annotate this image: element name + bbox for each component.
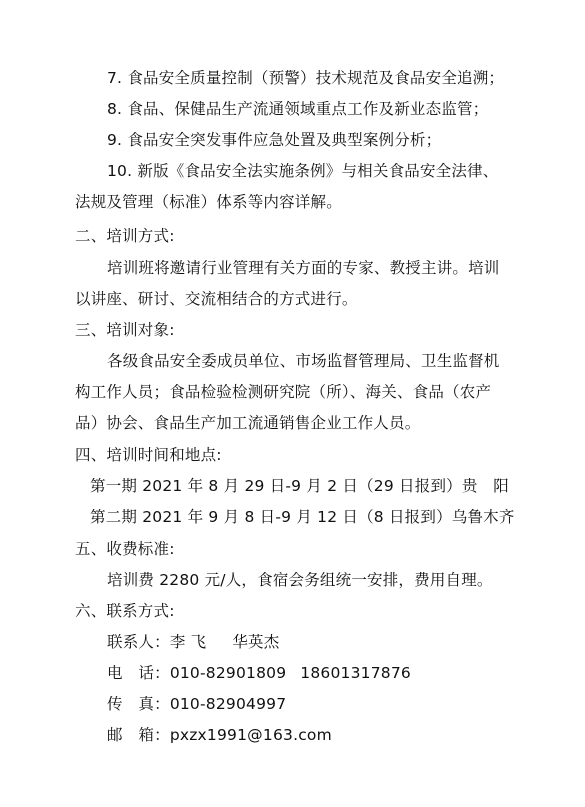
period-one: 第一期 2021 年 8 月 29 日-9 月 2 日（29 日报到）贵 阳 xyxy=(90,477,509,495)
fax-row xyxy=(107,694,286,714)
section-heading-training-audience: 三、培训对象: xyxy=(75,321,175,339)
phone-label: 电 话： xyxy=(107,664,170,682)
section-heading-training-method: 二、培训方式: xyxy=(75,227,175,245)
contact-person-row xyxy=(107,632,279,652)
fax-label: 传 真： xyxy=(107,695,170,713)
fees-line: 培训费 2280 元/人，食宿会务组统一安排，费用自理。 xyxy=(107,571,493,589)
phone-row xyxy=(107,663,411,683)
contact-person-label: 联系人： xyxy=(107,633,170,651)
training-method-line2: 以讲座、研讨、交流相结合的方式进行。 xyxy=(75,290,358,308)
training-audience-line2: 构工作人员；食品检验检测研究院（所）、海关、食品（农产 xyxy=(75,383,492,401)
training-audience-line3: 品）协会、食品生产加工流通销售企业工作人员。 xyxy=(75,414,421,432)
fax-number: 010-82904997 xyxy=(169,695,287,713)
email-address: pxzx1991@163.com xyxy=(169,726,332,744)
training-method-line1: 培训班将邀请行业管理有关方面的专家、教授主讲。培训 xyxy=(107,259,500,277)
list-item-9: 9. 食品安全突发事件应急处置及典型案例分析； xyxy=(107,131,442,149)
section-heading-contact: 六、联系方式: xyxy=(75,602,175,620)
contact-person-name-2: 华英杰 xyxy=(232,633,280,651)
list-item-10-line2: 法规及管理（标准）体系等内容详解。 xyxy=(75,193,342,211)
training-audience-line1: 各级食品安全委成员单位、市场监督管理局、卫生监督机 xyxy=(107,352,500,370)
list-item-7: 7. 食品安全质量控制（预警）技术规范及食品安全追溯； xyxy=(107,69,505,87)
contact-person-name-1: 李 飞 xyxy=(169,633,207,651)
phone-number-2: 18601317876 xyxy=(300,664,411,682)
section-heading-time-place: 四、培训时间和地点: xyxy=(75,446,222,464)
email-row xyxy=(107,725,332,745)
period-two: 第二期 2021 年 9 月 8 日-9 月 12 日（8 日报到）乌鲁木齐 xyxy=(90,508,515,526)
section-heading-fees: 五、收费标准: xyxy=(75,540,175,558)
email-label: 邮 箱： xyxy=(107,726,170,744)
list-item-8: 8. 食品、保健品生产流通领域重点工作及新业态监管； xyxy=(107,100,489,118)
list-item-10-line1: 10. 新版《食品安全法实施条例》与相关食品安全法律、 xyxy=(107,162,499,180)
phone-number-1: 010-82901809 xyxy=(169,664,287,682)
